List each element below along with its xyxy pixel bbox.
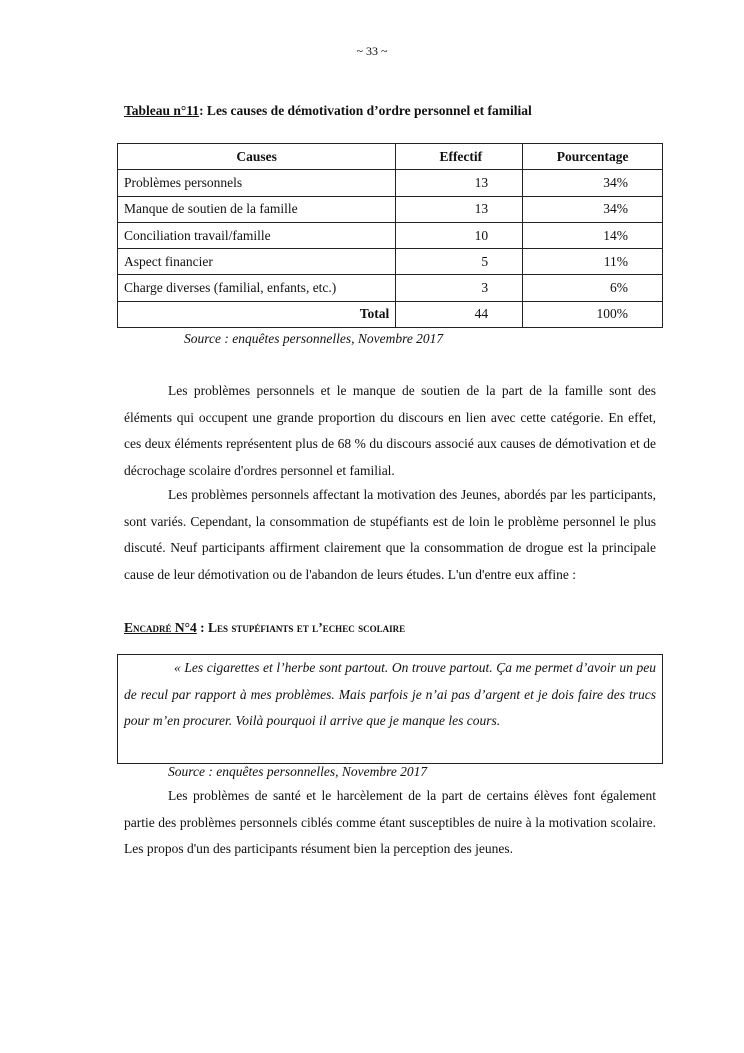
cell-pourcentage: 14% [523, 222, 663, 248]
encadre-text: : Les stupéfiants et l’echec scolaire [196, 620, 406, 635]
cell-cause: Aspect financier [118, 249, 396, 275]
total-effectif: 44 [396, 301, 523, 327]
quote-text: « Les cigarettes et l’herbe sont partout. On trouve partout. Ça me permet d’avoir un peu de recul par rapport à mes problèmes. Mais parfois je n’ai pas d’argent et je dois faire des trucs pour m’en procurer. Voilà pourquoi il arrive que je manque les cours. [124, 660, 656, 728]
header-causes: Causes [118, 144, 396, 170]
table-title-text: : Les causes de démotivation d’ordre personnel et familial [199, 103, 532, 118]
cell-cause: Charge diverses (familial, enfants, etc.) [118, 275, 396, 301]
total-pourcentage: 100% [523, 301, 663, 327]
cell-pourcentage: 34% [523, 196, 663, 222]
cell-pourcentage: 6% [523, 275, 663, 301]
cell-effectif: 13 [396, 170, 523, 196]
table-header-row [118, 144, 663, 170]
cell-cause: Conciliation travail/famille [118, 222, 396, 248]
table-row [118, 249, 663, 275]
paragraph-1 [124, 378, 656, 484]
table-row [118, 170, 663, 196]
table-row [118, 275, 663, 301]
quote [124, 655, 656, 735]
cell-effectif: 3 [396, 275, 523, 301]
cell-cause: Problèmes personnels [118, 170, 396, 196]
paragraph-1-text: Les problèmes personnels et le manque de soutien de la part de la famille sont des éléments qui occupent une grande proportion du discours en lien avec cette catégorie. En effet, ces deux éléments représentent plus de 68 % du discours associé aux causes de démotivation et de décrochage scolaire d'ordres personnel et familial. [124, 383, 656, 478]
cell-cause: Manque de soutien de la famille [118, 196, 396, 222]
cell-pourcentage: 11% [523, 249, 663, 275]
quote-source: Source : enquêtes personnelles, Novembre 2017 [168, 764, 428, 779]
quote-box [117, 654, 663, 764]
cell-pourcentage: 34% [523, 170, 663, 196]
table-total-row [118, 301, 663, 327]
header-effectif: Effectif [396, 144, 523, 170]
header-pourcentage: Pourcentage [523, 144, 663, 170]
table-row [118, 196, 663, 222]
table-title-label: Tableau n°11 [124, 103, 200, 118]
causes-table [117, 143, 663, 328]
cell-effectif: 13 [396, 196, 523, 222]
cell-effectif: 10 [396, 222, 523, 248]
encadre-label: Encadré N°4 [124, 620, 197, 635]
page-number: ~ 33 ~ [356, 44, 388, 58]
paragraph-2-text: Les problèmes personnels affectant la motivation des Jeunes, abordés par les participants, sont variés. Cependant, la consommation de stupéfiants est de loin le problème personnel le plus discuté. Neuf participants affirment clairement que la consommation de drogue est la principale cause de leur démotivation ou de l'abandon de leurs études. L'un d'entre eux affine : [124, 487, 656, 582]
paragraph-3 [124, 783, 656, 863]
table-source: Source : enquêtes personnelles, Novembre 2017 [184, 331, 444, 346]
table-row [118, 222, 663, 248]
paragraph-2 [124, 482, 656, 588]
cell-effectif: 5 [396, 249, 523, 275]
encadre-title [124, 620, 405, 636]
table-title [124, 103, 532, 119]
paragraph-3-text: Les problèmes de santé et le harcèlement de la part de certains élèves font également partie des problèmes personnels ciblés comme étant susceptibles de nuire à la motivation scolaire. Les propos d'un des participants résument bien la perception des jeunes. [124, 788, 656, 856]
total-label: Total [118, 301, 396, 327]
